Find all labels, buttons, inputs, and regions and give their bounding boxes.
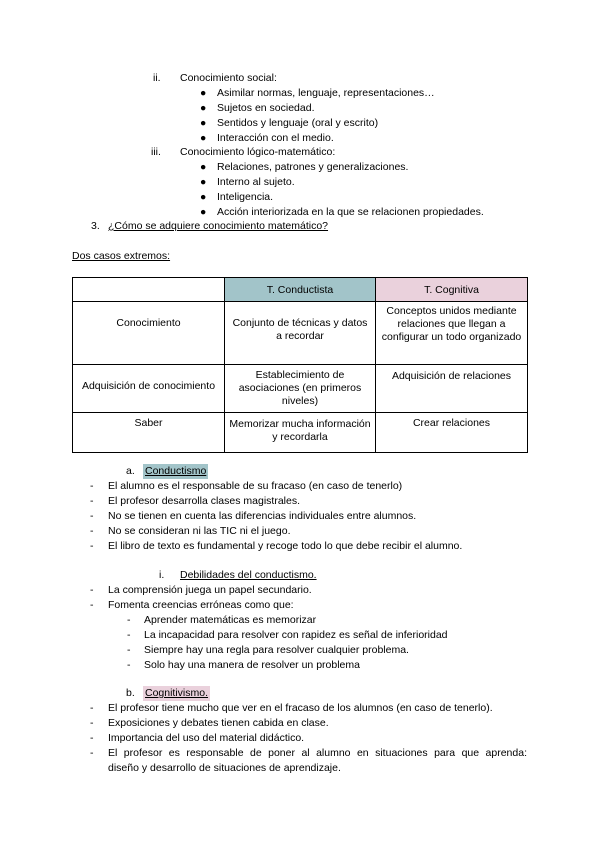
table-cell: Conceptos unidos mediante relaciones que llegan a configurar un todo organizado — [376, 302, 528, 365]
list-item: Importancia del uso del material didáctico. — [108, 732, 305, 744]
dash-icon: - — [90, 717, 94, 729]
list-item: Acción interiorizada en la que se relacionen propiedades. — [217, 206, 484, 218]
table-cell: Establecimiento de asociaciones (en primeros niveles) — [225, 365, 376, 413]
dash-icon: - — [90, 525, 94, 537]
list-item: El alumno es el responsable de su fracaso (en caso de tenerlo) — [108, 480, 403, 492]
table-cell: Conjunto de técnicas y datos a recordar — [225, 302, 376, 365]
dash-icon: - — [90, 732, 94, 744]
list-item-line-2: diseño y desarrollo de situaciones de aprendizaje. — [108, 762, 341, 774]
table-cell: Saber — [73, 413, 225, 453]
section-iii-title: Conocimiento lógico-matemático: — [180, 146, 336, 158]
sub-list-item: Aprender matemáticas es memorizar — [144, 614, 317, 626]
bullet-icon: ● — [200, 87, 207, 99]
dash-icon: - — [90, 702, 94, 714]
dash-icon: - — [90, 747, 94, 759]
dash-icon: - — [127, 659, 131, 671]
list-item: Sujetos en sociedad. — [217, 102, 315, 114]
section-ii-number: ii. — [153, 72, 161, 84]
bullet-icon: ● — [200, 117, 207, 129]
bullet-icon: ● — [200, 206, 207, 218]
table-header-row — [73, 278, 528, 302]
list-item: La comprensión juega un papel secundario. — [108, 584, 312, 596]
section-b-letter: b. — [126, 687, 135, 699]
list-item-line-1: El profesor es responsable de poner al alumno en situaciones para que aprenda: — [108, 747, 527, 759]
table-cell: Conocimiento — [73, 302, 225, 365]
table-header-conductista: T. Conductista — [225, 278, 376, 302]
cognitivismo-heading: Cognitivismo. — [145, 687, 209, 699]
dash-icon: - — [90, 540, 94, 552]
dash-icon: - — [90, 480, 94, 492]
table-header-cognitiva: T. Cognitiva — [376, 278, 528, 302]
section-a-letter: a. — [126, 465, 135, 477]
list-item: Fomenta creencias erróneas como que: — [108, 599, 294, 611]
list-item: Exposiciones y debates tienen cabida en clase. — [108, 717, 329, 729]
table-cell: Memorizar mucha información y recordarla — [225, 413, 376, 453]
list-item: No se tienen en cuenta las diferencias individuales entre alumnos. — [108, 510, 417, 522]
list-item: Inteligencia. — [217, 191, 274, 203]
section-ii-title: Conocimiento social: — [180, 72, 277, 84]
debilidades-heading: Debilidades del conductismo. — [180, 569, 317, 581]
list-item: Interacción con el medio. — [217, 132, 334, 144]
dash-icon: - — [127, 644, 131, 656]
list-item: El profesor tiene mucho que ver en el fracaso de los alumnos (en caso de tenerlo). — [108, 702, 493, 714]
list-item: Relaciones, patrones y generalizaciones. — [217, 161, 409, 173]
bullet-icon: ● — [200, 102, 207, 114]
table-row — [73, 302, 528, 365]
item-3-number: 3. — [91, 220, 100, 232]
list-item: El profesor desarrolla clases magistrales. — [108, 495, 300, 507]
section-iii-number: iii. — [151, 146, 161, 158]
dash-icon: - — [90, 584, 94, 596]
dash-icon: - — [127, 629, 131, 641]
dash-icon: - — [90, 599, 94, 611]
dash-icon: - — [90, 510, 94, 522]
sub-list-item: La incapacidad para resolver con rapidez es señal de inferioridad — [144, 629, 448, 641]
list-item: El libro de texto es fundamental y recoge todo lo que debe recibir el alumno. — [108, 540, 463, 552]
bullet-icon: ● — [200, 191, 207, 203]
list-item: Interno al sujeto. — [217, 176, 295, 188]
subsection-i-number: i. — [159, 569, 165, 581]
dash-icon: - — [90, 495, 94, 507]
list-item: No se consideran ni las TIC ni el juego. — [108, 525, 291, 537]
sub-list-item: Siempre hay una regla para resolver cualquier problema. — [144, 644, 409, 656]
table-header-cell-empty — [73, 278, 225, 302]
item-3-question: ¿Cómo se adquiere conocimiento matemático? — [108, 220, 329, 232]
table-cell: Crear relaciones — [376, 413, 528, 453]
conductismo-heading: Conductismo — [145, 465, 207, 477]
two-cases-heading: Dos casos extremos: — [72, 250, 171, 262]
bullet-icon: ● — [200, 132, 207, 144]
bullet-icon: ● — [200, 176, 207, 188]
bullet-icon: ● — [200, 161, 207, 173]
sub-list-item: Solo hay una manera de resolver un problema — [144, 659, 360, 671]
table-row — [73, 413, 528, 453]
table-cell: Adquisición de relaciones — [376, 365, 528, 413]
table-cell: Adquisición de conocimiento — [73, 365, 225, 413]
comparison-table — [72, 277, 528, 453]
dash-icon: - — [127, 614, 131, 626]
list-item: Asimilar normas, lenguaje, representaciones… — [217, 87, 435, 99]
table-row — [73, 365, 528, 413]
list-item: Sentidos y lenguaje (oral y escrito) — [217, 117, 379, 129]
